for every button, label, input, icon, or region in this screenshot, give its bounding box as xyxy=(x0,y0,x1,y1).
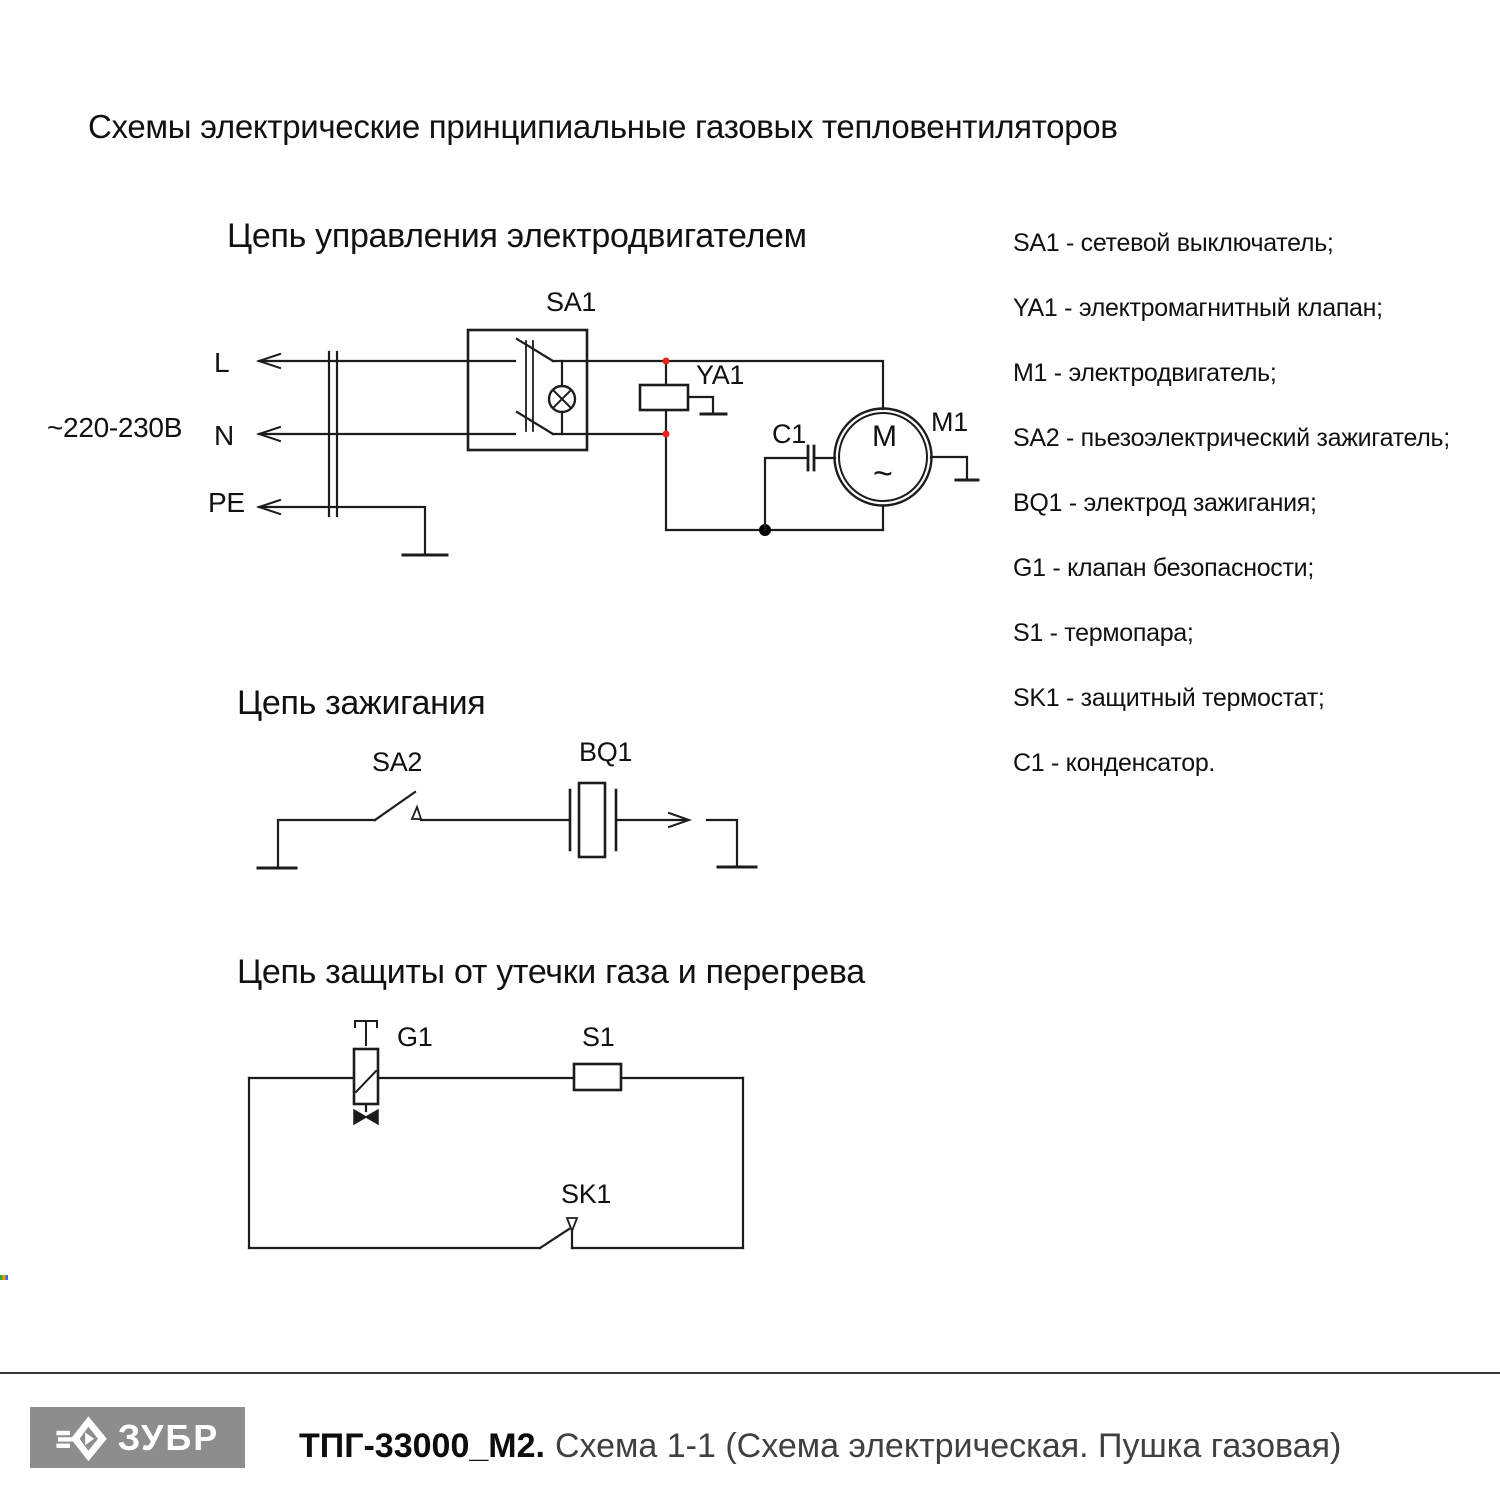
junction-red-top xyxy=(663,358,670,365)
legend xyxy=(1013,229,1450,777)
circuit-ignition xyxy=(258,783,756,868)
junction-red-bottom xyxy=(663,431,670,438)
footer-scheme-text: Схема 1-1 (Схема электрическая. Пушка газовая) xyxy=(554,1427,1342,1465)
footer-caption xyxy=(299,1427,1341,1466)
legend-item-c1: C1 - конденсатор. xyxy=(1013,749,1216,777)
sa2-blade xyxy=(375,792,415,820)
sk1-blade xyxy=(540,1229,569,1248)
sa1-lamp-cross xyxy=(553,390,571,408)
line-n-label: N xyxy=(214,420,234,451)
page-title: Схемы электрические принципиальные газовых тепловентиляторов xyxy=(88,108,1118,145)
wire-pe xyxy=(259,507,425,555)
c1-wires xyxy=(765,458,835,530)
sk1-label: SK1 xyxy=(561,1179,612,1209)
motor-right-wire xyxy=(931,457,967,480)
s1-body xyxy=(574,1064,621,1090)
zubr-logo-icon xyxy=(56,1414,108,1462)
line-pe-label: PE xyxy=(208,487,245,518)
voltage-label: ~220-230В xyxy=(47,412,183,443)
footer-divider xyxy=(0,1372,1500,1374)
ign-left-wire xyxy=(278,820,375,868)
motor-letter: M xyxy=(872,420,897,453)
line-l-label: L xyxy=(214,347,230,378)
ya1-coil xyxy=(640,385,688,410)
g1-label: G1 xyxy=(397,1022,433,1052)
sa1-blade-top xyxy=(517,339,553,361)
ign-right-wire xyxy=(707,820,737,867)
sa1-switch-box xyxy=(468,330,587,450)
s1-label: S1 xyxy=(582,1022,615,1052)
bq1-body xyxy=(579,783,605,857)
sa2-label: SA2 xyxy=(372,747,423,777)
ya1-ground-arm xyxy=(688,397,713,414)
scan-artifact xyxy=(0,1275,8,1280)
legend-item-sa2: SA2 - пьезоэлектрический зажигатель; xyxy=(1013,424,1450,452)
legend-item-bq1: BQ1 - электрод зажигания; xyxy=(1013,489,1317,517)
sa1-label: SA1 xyxy=(546,287,597,317)
circuit-ignition-title: Цепь зажигания xyxy=(237,684,486,722)
legend-item-m1: M1 - электродвигатель; xyxy=(1013,359,1277,387)
motor-ac-sign: ~ xyxy=(873,455,893,493)
zubr-logo xyxy=(30,1407,245,1468)
bq1-label: BQ1 xyxy=(579,737,633,767)
footer-model: ТПГ-33000_М2. xyxy=(299,1427,545,1465)
sa2-contact-triangle xyxy=(412,807,421,819)
circuit-protection xyxy=(249,1021,743,1248)
sa1-blade-bottom xyxy=(517,412,553,434)
legend-item-sa1: SA1 - сетевой выключатель; xyxy=(1013,229,1334,257)
legend-item-g1: G1 - клапан безопасности; xyxy=(1013,554,1314,582)
c1-plates xyxy=(808,446,814,470)
c1-label: C1 xyxy=(772,419,806,449)
ya1-label: YA1 xyxy=(696,360,745,390)
legend-item-ya1: YA1 - электромагнитный клапан; xyxy=(1013,294,1383,322)
circuit-protection-title: Цепь защиты от утечки газа и перегрева xyxy=(237,953,865,991)
m1-label: M1 xyxy=(931,407,968,437)
legend-item-s1: S1 - термопара; xyxy=(1013,619,1194,647)
circuit-control-title: Цепь управления электродвигателем xyxy=(227,217,807,255)
g1-body xyxy=(354,1049,378,1104)
zubr-logo-text: ЗУБР xyxy=(117,1416,220,1458)
circuit-motor-control xyxy=(259,330,978,555)
legend-item-sk1: SK1 - защитный термостат; xyxy=(1013,684,1325,712)
